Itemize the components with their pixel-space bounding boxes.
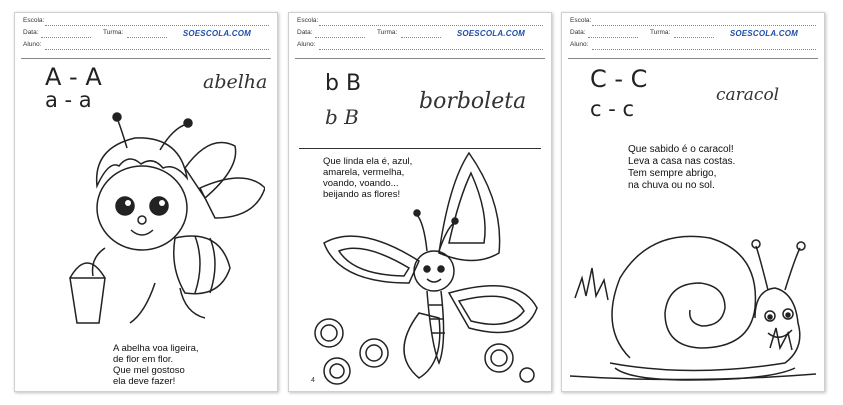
verse-line: ela deve fazer! xyxy=(113,376,176,387)
verse-line: Leva a casa nas costas. xyxy=(628,156,736,167)
verse-line: beijando as flores! xyxy=(323,189,401,200)
letter-pair-upper: A - A xyxy=(45,63,102,91)
letter-pair-lower: a - a xyxy=(45,88,92,112)
site-logo: SOESCOLA.COM xyxy=(729,29,798,38)
date-label: Data: xyxy=(297,29,313,36)
date-label: Data: xyxy=(570,29,586,36)
verse-line: Que mel gostoso xyxy=(113,365,185,376)
word-cursive: caracol xyxy=(716,85,780,105)
header-divider xyxy=(568,58,818,59)
worksheet-header xyxy=(570,17,816,55)
worksheet-header xyxy=(23,17,269,55)
school-label: Escola: xyxy=(570,17,592,24)
class-label: Turma: xyxy=(377,29,398,36)
letter-pair-cursive: b B xyxy=(325,105,359,129)
student-label: Aluno: xyxy=(23,41,42,48)
worksheet-header xyxy=(297,17,543,55)
bee-illustration xyxy=(35,108,265,338)
snail-illustration xyxy=(570,208,816,383)
letter-pair-upper: C - C xyxy=(590,65,648,93)
verse-line: na chuva ou no sol. xyxy=(628,180,715,191)
verse-text xyxy=(113,343,199,387)
student-label: Aluno: xyxy=(570,41,589,48)
header-divider xyxy=(21,58,271,59)
butterfly-illustration xyxy=(299,143,544,388)
worksheet-abelha xyxy=(14,12,278,392)
class-label: Turma: xyxy=(650,29,671,36)
header-divider xyxy=(295,58,545,59)
worksheet-caracol xyxy=(561,12,825,392)
date-label: Data: xyxy=(23,29,39,36)
word-cursive: abelha xyxy=(203,71,268,93)
verse-line: Que sabido é o caracol! xyxy=(628,144,734,155)
letter-pair-print: b B xyxy=(325,71,362,96)
site-logo: SOESCOLA.COM xyxy=(456,29,525,38)
page-number: 4 xyxy=(311,377,315,384)
letter-pair-lower: c - c xyxy=(590,97,635,121)
verse-line: voando, voando... xyxy=(323,178,399,189)
site-logo: SOESCOLA.COM xyxy=(182,29,251,38)
verse-line: de flor em flor. xyxy=(113,354,174,365)
school-label: Escola: xyxy=(297,17,319,24)
verse-text xyxy=(628,144,735,192)
worksheet-borboleta xyxy=(288,12,552,392)
verse-line: amarela, vermelha, xyxy=(323,167,405,178)
verse-line: Que linda ela é, azul, xyxy=(323,156,413,167)
class-label: Turma: xyxy=(103,29,124,36)
word-cursive: borboleta xyxy=(419,89,527,114)
student-label: Aluno: xyxy=(297,41,316,48)
verse-line: Tem sempre abrigo, xyxy=(628,168,717,179)
verse-line: A abelha voa ligeira, xyxy=(113,343,199,354)
school-label: Escola: xyxy=(23,17,45,24)
